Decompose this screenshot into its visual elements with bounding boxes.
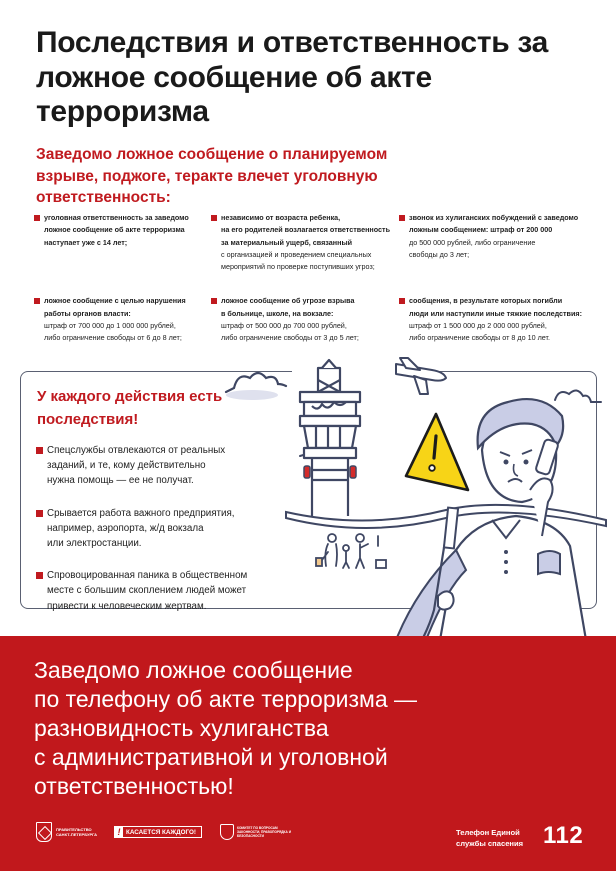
poster-title: Последствия и ответственность за ложное сообщение об акте терроризма [36,26,548,128]
banner-message: Заведомо ложное сообщение по телефону об акте терроризма — разновидность хулиганства с административной и уголовной ответственностью! [34,657,418,799]
fact-item: звонок из хулиганских побуждений с заведомо ложным сообщением: штраф от 200 000 до 500 000 рублей, либо ограничение свободы до 3 лет; [399,212,594,273]
fact-item: уголовная ответственность за заведомо ложное сообщение об акте терроризма наступает уже с 14 лет; [34,212,211,273]
exclamation-icon: ! [115,827,123,838]
fact-item: независимо от возраста ребенка, на его родителей возлагается ответственность за материальный ущерб, связанный с организацией и проведением специальных мероприятий по проверке поступивших угроз; [211,212,399,273]
cloud-icon [555,390,601,402]
fact-item: ложное сообщение об угрозе взрыва в больнице, школе, на вокзале: штраф от 500 000 до 700 000 рублей, либо ограничение свободы от 3 до 5 лет; [211,295,399,344]
spb-government-logo: ПРАВИТЕЛЬСТВО САНКТ-ПЕТЕРБУРГА [36,822,97,842]
consequence-item: Спецслужбы отвлекаются от реальных заданий, и те, кому действительно нужна помощь — ее не получат. [36,443,296,489]
bullet-square-icon [34,215,40,221]
fact-item: сообщения, в результате которых погибли люди или наступили иные тяжкие последствия: штраф от 1 500 000 до 2 000 000 рублей, либо ограничение свободы от 8 до 10 лет. [399,295,594,344]
bullet-square-icon [36,572,43,579]
bullet-square-icon [36,510,43,517]
bullet-square-icon [34,298,40,304]
emergency-number: 112 [543,822,584,849]
bullet-square-icon [399,298,405,304]
shield-icon [220,824,234,840]
liability-facts [34,212,594,345]
bullet-square-icon [211,215,217,221]
poster-subtitle: Заведомо ложное сообщение о планируемом взрыве, поджоге, теракте влечет уголовную ответственность: [36,146,388,206]
consequences-list [36,443,296,631]
people-icon [316,534,386,568]
bullet-square-icon [36,447,43,454]
campaign-logo: ! КАСАЕТСЯ КАЖДОГО! [114,826,202,838]
consequence-item: Срывается работа важного предприятия, например, аэропорта, ж/д вокзала или электростанции. [36,506,296,552]
bullet-square-icon [399,215,405,221]
committee-logo: КОМИТЕТ ПО ВОПРОСАМ ЗАКОННОСТИ, ПРАВОПОРЯДКА И БЕЗОПАСНОСТИ [220,824,293,840]
hotline-label: Телефон Единой службы спасения [456,828,524,848]
control-tower-icon [300,360,360,516]
warning-sign-icon [406,414,468,490]
fact-item: ложное сообщение с целью нарушения работы органов власти: штраф от 700 000 до 1 000 000 рублей, либо ограничение свободы от 6 до 8 лет; [34,295,211,344]
consequence-item: Спровоцированная паника в общественном месте с большим скоплением людей может привести к человеческим жертвам. [36,568,296,614]
bullet-square-icon [211,298,217,304]
consequences-title: У каждого действия есть последствия! [37,388,223,428]
coat-of-arms-icon [36,822,52,842]
airplane-icon [396,358,446,394]
